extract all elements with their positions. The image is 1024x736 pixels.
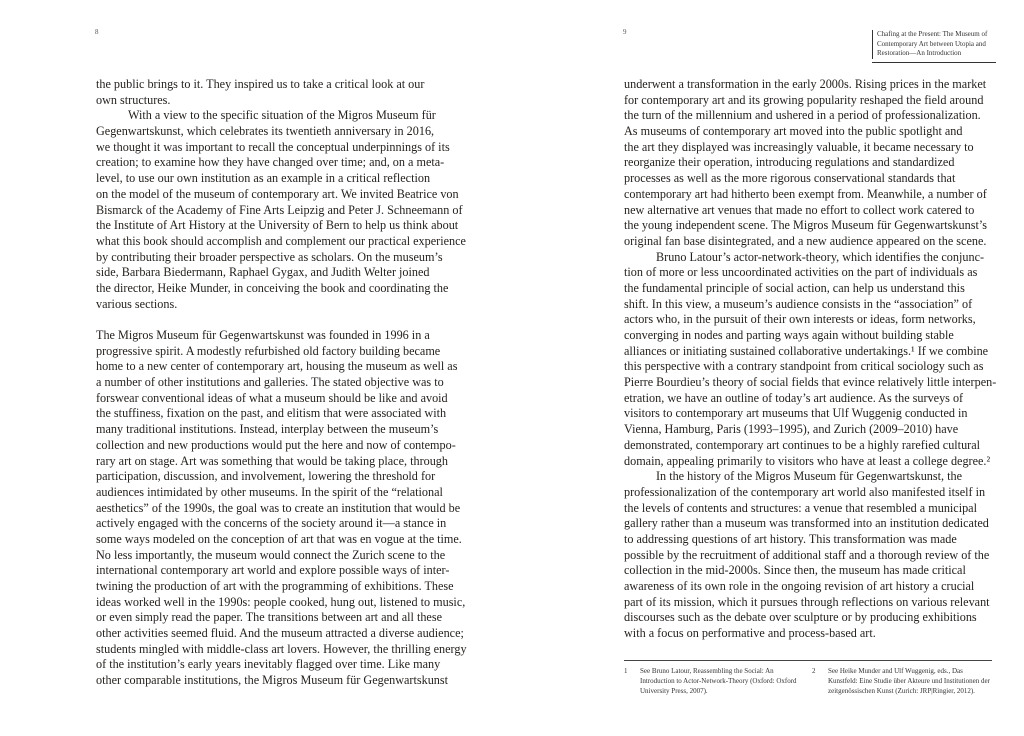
text-line: or even simply read the paper. The transitions between art and all these [96,610,442,625]
text-line: side, Barbara Biedermann, Raphael Gygax, and Judith Welter joined [96,265,430,280]
text-line: Gegenwartskunst, which celebrates its twentieth anniversary in 2016, [96,124,435,139]
text-line: new alternative art venues that made no effort to collect work catered to [624,202,975,217]
text-line: what this book should accomplish and complement our practical experience [96,233,466,248]
text-line: Bruno Latour’s actor-network-theory, which identifies the conjunc- [656,249,985,264]
text-line: professionalization of the contemporary art world also manifested itself in [624,484,986,499]
text-line: this perspective with a contrary standpoint from critical sociology such as [624,359,984,374]
text-line: shift. In this view, a museum’s audience consists in the “association” of [624,296,973,311]
text-line: converging in nodes and parting ways again without building stable [624,328,954,342]
text-line: processes as well as the more rigorous conservational standards that [624,171,956,186]
text-line: home to a new center of contemporary art, housing the museum as well as [96,359,458,374]
text-line: gallery rather than a museum was transformed into an institution dedicated [624,516,989,531]
text-line: to addressing questions of art history. This transformation was made [624,531,957,546]
text-line: discourses such as the debate over sculpture or by producing exhibitions [624,610,977,625]
text-line: with a focus on performative and process-based art. [624,626,876,641]
text-line: twining the production of art with the programming of exhibitions. These [96,579,454,593]
page-number-left: 8 [95,28,99,36]
text-line: students mingled with middle-class art lovers. However, the thrilling energy [96,641,467,656]
text-line: the levels of contents and structures: a venue that resembled a municipal [624,500,977,515]
right-page-text [624,77,996,642]
header-rule [872,62,996,63]
text-line: other comparable institutions, the Migros Museum für Gegenwartskunst [96,673,449,688]
text-line: level, to use our own institution as an example in a critical reflection [96,171,431,186]
text-line: forswear conventional ideas of what a museum should be like and avoid [96,390,448,405]
text-line: creation; to examine how they have changed over time; and, on a meta- [96,155,445,170]
text-line: the public brings to it. They inspired us to take a critical look at our [96,77,425,91]
text-line: we thought it was important to recall the conceptual underpinnings of its [96,139,450,154]
footnote-number: 1 [624,667,628,675]
text-line: tion of more or less uncoordinated activities on the part of individuals as [624,265,978,280]
text-line: various sections. [96,296,178,311]
text-line: As museums of contemporary art moved into the public spotlight and [624,124,963,139]
text-line: rary art on stage. Art was something that would be taking place, through [96,453,448,468]
text-line: collection in the mid-2000s. Since then, the museum has made critical [624,563,966,578]
text-line: the director, Heike Munder, in conceiving the book and coordinating the [96,280,449,295]
text-line: on the model of the museum of contemporary art. We invited Beatrice von [96,186,459,201]
footnote-text: See Bruno Latour, Reassembling the Social: An Introduction to Actor-Network-Theory (Oxford: Oxford University Press, 2007). [640,667,797,695]
text-line: the young independent scene. The Migros Museum für Gegenwartskunst’s [624,218,987,233]
text-line: progressive spirit. A modestly refurbished old factory building became [96,343,441,358]
text-line: With a view to the specific situation of the Migros Museum für [128,108,436,123]
text-line: the fundamental principle of social action, can help us understand this [624,280,965,295]
page-number-right: 9 [623,28,627,36]
footnote-2 [812,666,992,696]
text-line: the turn of the millennium and ushered in a period of professionalization. [624,108,981,123]
footnote-1 [624,666,800,696]
text-line: own structures. [96,92,171,107]
text-line [96,312,467,328]
text-line: domain, appealing primarily to visitors who have at least a college degree.² [624,453,991,468]
footnote-number: 2 [812,667,816,675]
text-line: many traditional institutions. Instead, interplay between the museum’s [96,422,439,437]
text-line: other activities seemed fluid. And the museum attracted a diverse audience; [96,626,464,641]
text-line: participation, discussion, and involvement, lowering the threshold for [96,469,436,484]
text-line: demonstrated, contemporary art continues to be a highly rarefied cultural [624,437,981,452]
text-line: Pierre Bourdieu’s theory of social fields that evince relatively little interpen- [624,375,997,390]
text-line: of the institution’s early years inevitably flagged over time. Like many [96,657,441,672]
text-line: awareness of its own role in the ongoing revision of art history a crucial [624,579,975,593]
text-line: original fan base disintegrated, and a new audience appeared on the scene. [624,233,987,248]
text-line: for contemporary art and its growing popularity reshaped the field around [624,92,984,107]
text-line: Vienna, Hamburg, Paris (1993–1995), and Zurich (2009–2010) have [624,422,959,437]
text-line: etration, we have an outline of today’s art audience. As the surveys of [624,390,964,405]
text-line: aesthetics” of the 1990s, the goal was to create an institution that would be [96,500,461,515]
running-header: Chafing at the Present: The Museum of Contemporary Art between Utopia and Restoration—An Introduction [872,30,997,59]
text-line: actors who, in the pursuit of their own interests or ideas, form networks, [624,312,976,327]
text-line: visitors to contemporary art museums that Ulf Wuggenig conducted in [624,406,968,421]
text-line: reorganize their operation, introducing regulations and standardized [624,155,955,170]
text-line: alliances or initiating sustained collaborative undertakings.¹ If we combine [624,343,989,358]
text-line: the Institute of Art History at the University of Bern to help us think about [96,218,459,233]
text-line: contemporary art had hitherto been exempt from. Meanwhile, a number of [624,186,987,201]
text-line: The Migros Museum für Gegenwartskunst was founded in 1996 in a [96,328,430,342]
text-line: the art they displayed was increasingly valuable, it became necessary to [624,139,974,154]
text-line: by contributing their broader perspective as scholars. On the museum’s [96,249,443,264]
left-page-text [96,77,467,689]
text-line: ideas worked well in the 1990s: people cooked, hung out, listened to music, [96,594,466,609]
text-line: possible by the recruitment of additional staff and a thorough review of the [624,547,990,562]
text-line: Bismarck of the Academy of Fine Arts Leipzig and Peter J. Schneemann of [96,202,463,217]
footnote-divider [624,660,992,661]
text-line: part of its mission, which it pursues through reflections on various relevant [624,594,990,609]
text-line: underwent a transformation in the early 2000s. Rising prices in the market [624,77,987,91]
text-line: audiences intimidated by other museums. In the spirit of the “relational [96,484,443,499]
text-line: a number of other institutions and galleries. The stated objective was to [96,375,444,390]
text-line: actively engaged with the concerns of the society around it—a stance in [96,516,447,531]
text-line: In the history of the Migros Museum für Gegenwartskunst, the [656,469,962,484]
text-line: the stuffiness, fixation on the past, and elitism that were associated with [96,406,447,421]
text-line: collection and new productions would put the here and now of contempo- [96,437,456,452]
text-line: some ways modeled on the conception of art that was en vogue at the time. [96,531,462,546]
text-line: international contemporary art world and explore possible ways of inter- [96,563,450,578]
footnote-text: See Heike Munder and Ulf Wuggenig, eds., Das Kunstfeld: Eine Studie über Akteure und Institutionen der zeitgenössischen Kunst (Zurich: JRP|Ringier, 2012). [828,667,990,695]
text-line: No less importantly, the museum would connect the Zurich scene to the [96,547,446,562]
